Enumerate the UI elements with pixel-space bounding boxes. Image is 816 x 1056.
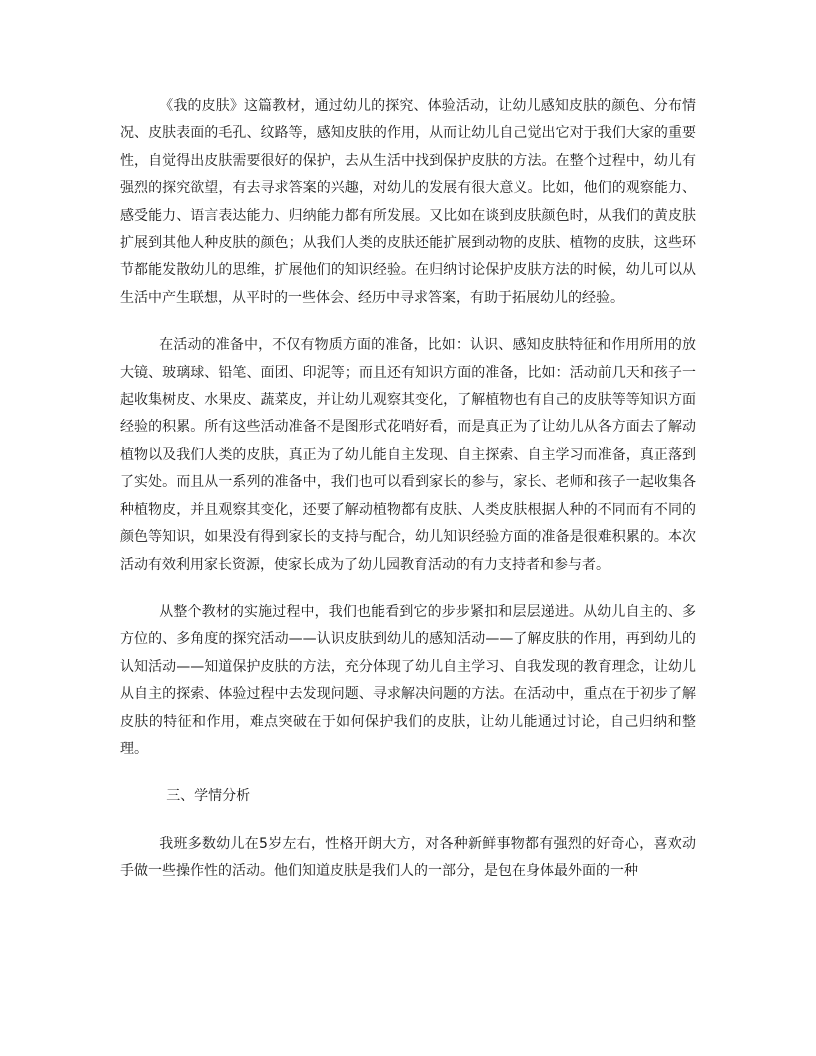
paragraph-implementation-process: 从整个教材的实施过程中，我们也能看到它的步步紧扣和层层递进。从幼儿自主的、多方位的、多角度的探究活动——认识皮肤到幼儿的感知活动——了解皮肤的作用，再到幼儿的认知活动——知道保护皮肤的方法，充分体现了幼儿自主学习、自我发现的教育理念，让幼儿从自主的探索、体验过程中去发现问题、寻求解决问题的方法。在活动中，重点在于初步了解皮肤的特征和作用，难点突破在于如何保护我们的皮肤，让幼儿能通过讨论，自己归纳和整理。: [120, 603, 696, 757]
section-heading-learner-analysis: 三、学情分析: [166, 788, 251, 805]
paragraph-textbook-overview: 《我的皮肤》这篇教材，通过幼儿的探究、体验活动，让幼儿感知皮肤的颜色、分布情况、皮肤表面的毛孔、纹路等，感知皮肤的作用，从而让幼儿自己觉出它对于我们大家的重要性，自觉得出皮肤需要很好的保护，去从生活中找到保护皮肤的方法。在整个过程中，幼儿有强烈的探究欲望，有去寻求答案的兴趣，对幼儿的发展有很大意义。比如，他们的观察能力、感受能力、语言表达能力、归纳能力都有所发展。又比如在谈到皮肤颜色时，从我们的黄皮肤扩展到其他人种皮肤的颜色；从我们人类的皮肤还能扩展到动物的皮肤、植物的皮肤，这些环节都能发散幼儿的思维，扩展他们的知识经验。在归纳讨论保护皮肤方法的时候，幼儿可以从生活中产生联想，从平时的一些体会、经历中寻求答案，有助于拓展幼儿的经验。: [120, 98, 696, 306]
document-body: [120, 93, 696, 886]
paragraph-activity-preparation: 在活动的准备中，不仅有物质方面的准备，比如：认识、感知皮肤特征和作用所用的放大镜、玻璃球、铅笔、面团、印泥等；而且还有知识方面的准备，比如：活动前几天和孩子一起收集树皮、水果皮、蔬菜皮，并让幼儿观察其变化，了解植物也有自己的皮肤等等知识方面经验的积累。所有这些活动准备不是图形式花哨好看，而是真正为了让幼儿从各方面去了解动植物以及我们人类的皮肤，真正为了幼儿能自主发现、自主探索、自主学习而准备，真正落到了实处。而且从一系列的准备中，我们也可以看到家长的参与，家长、老师和孩子一起收集各种植物皮，并且观察其变化，还要了解动植物都有皮肤、人类皮肤根据人种的不同而有不同的颜色等知识，如果没有得到家长的支持与配合，幼儿知识经验方面的准备是很难积累的。本次活动有效利用家长资源，使家长成为了幼儿园教育活动的有力支持者和参与者。: [120, 337, 696, 573]
paragraph-learner-analysis: 我班多数幼儿在5岁左右，性格开朗大方，对各种新鲜事物都有强烈的好奇心，喜欢动手做一些操作性的活动。他们知道皮肤是我们人的一部分，是包在身体最外面的一种: [120, 835, 696, 880]
